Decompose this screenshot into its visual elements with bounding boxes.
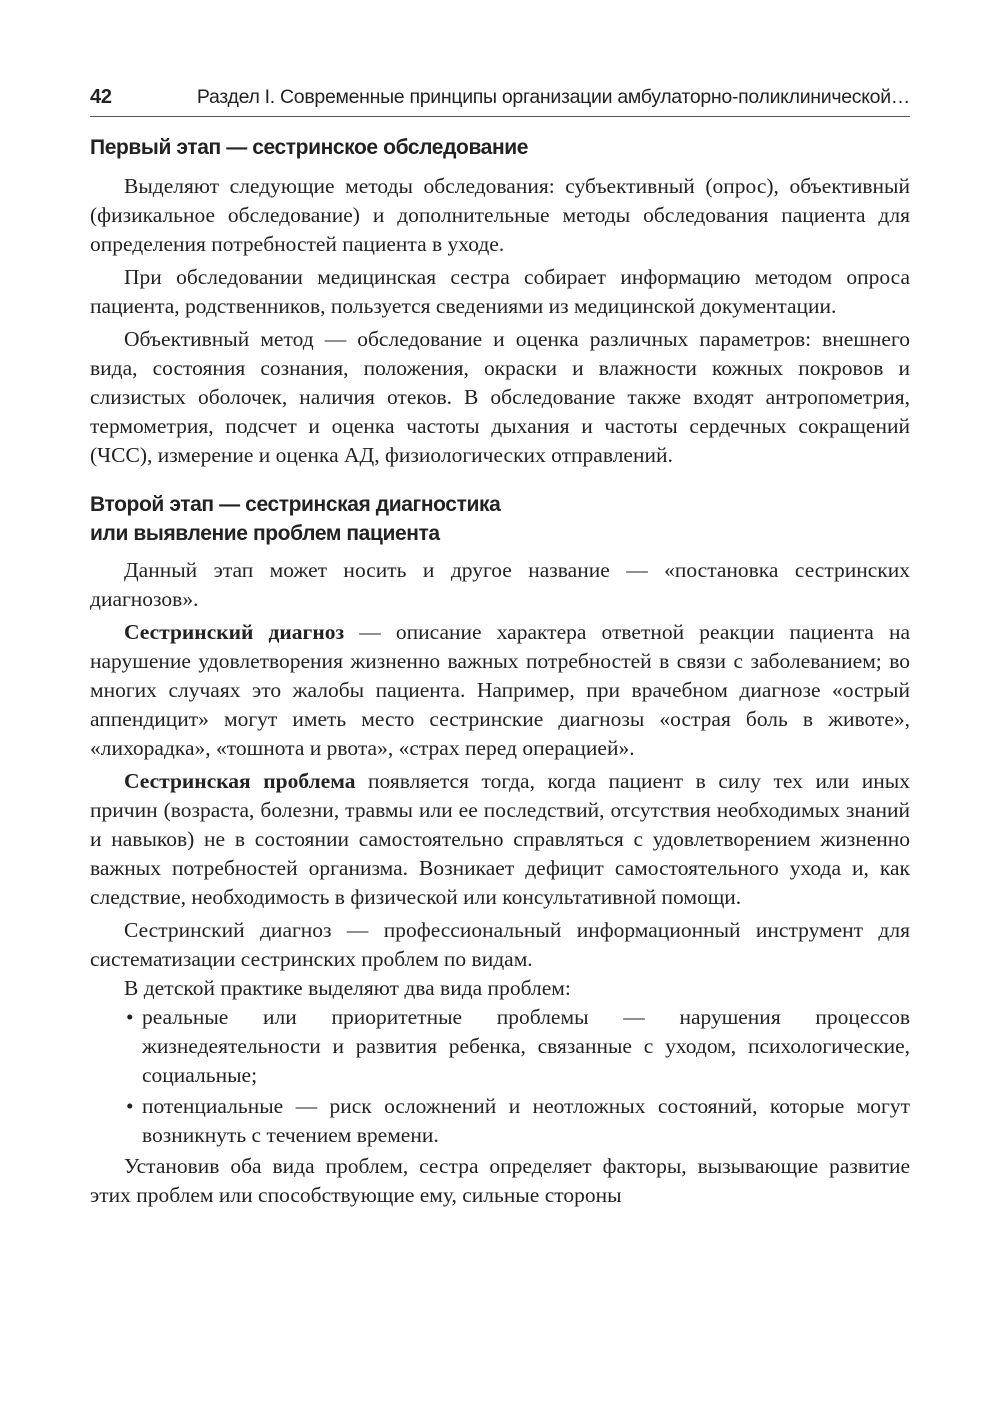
bullet-marker: • [126,1094,134,1118]
nursing-diagnosis-definition: — описание характера ответной реакции пациента на нарушение удовлетворения жизненно важных потребностей в связи с заболеванием; во многих случаях это жалобы пациента. Например, при врачебном диагнозе «острый аппендицит» могут иметь место сестринские диагнозы «острая боль в животе», «лихорадка», «тошнота и рвота», «страх перед операцией». [90,620,910,760]
paragraph-nursing-diagnosis [90,618,910,763]
list-item [126,1003,910,1090]
paragraph-objective-method: Объективный метод — обследование и оценка различных параметров: внешнего вида, состояния сознания, положения, окраски и влажности кожных покровов и слизистых оболочек, наличия отеков. В обследование также входят антропометрия, термометрия, подсчет и оценка частоты дыхания и частоты сердечных сокращений (ЧСС), измерение и оценка АД, физиологических отправлений. [90,327,910,467]
list-item [126,1092,910,1150]
heading-second-stage-line1: Второй этап — сестринская диагностика [90,493,501,516]
list-item-text: потенциальные — риск осложнений и неотложных состояний, которые могут возникнуть с течением времени. [142,1094,910,1147]
paragraph-problem-types-intro: В детской практике выделяют два вида проблем: [124,976,571,1000]
paragraph-interview: При обследовании медицинская сестра собирает информацию методом опроса пациента, родственников, пользуется сведениями из медицинской документации. [90,265,910,318]
bullet-marker: • [126,1005,134,1029]
heading-second-stage [90,490,910,548]
running-header-title: Раздел I. Современные принципы организации амбулаторно-поликлинической… [196,86,910,108]
nursing-problem-definition: появляется тогда, когда пациент в силу тех или иных причин (возраста, болезни, травмы или ее последствий, отсутствия необходимых знаний и навыков) не в состоянии самостоятельно справляться с удовлетворением жизненно важных потребностей организма. Возникает дефицит самостоятельного ухода и, как следствие, необходимость в физической или консультативной помощи. [90,769,911,909]
term-nursing-problem: Сестринская проблема [124,769,356,793]
paragraph-stage-name: Данный этап может носить и другое название — «постановка сестринских диагнозов». [90,558,910,611]
heading-first-stage: Первый этап — сестринское обследование [90,136,529,159]
list-item-text: реальные или приоритетные проблемы — нарушения процессов жизнедеятельности и развития ребенка, связанные с уходом, психологические, социальные; [142,1005,910,1087]
term-nursing-diagnosis: Сестринский диагноз [124,620,345,644]
paragraph-factors: Установив оба вида проблем, сестра определяет факторы, вызывающие развитие этих проблем или способствующие ему, сильные стороны [90,1154,910,1207]
book-page [90,84,910,1214]
running-header [90,84,910,117]
problem-types-list [90,1003,910,1150]
paragraph-exam-methods: Выделяют следующие методы обследования: субъективный (опрос), объективный (физикальное обследование) и дополнительные методы обследования пациента для определения потребностей пациента в уходе. [90,174,910,256]
page-number: 42 [90,86,112,108]
heading-second-stage-line2: или выявление проблем пациента [90,522,440,545]
paragraph-nursing-problem [90,767,910,912]
paragraph-diagnosis-tool: Сестринский диагноз — профессиональный информационный инструмент для систематизации сестринских проблем по видам. [90,918,910,971]
